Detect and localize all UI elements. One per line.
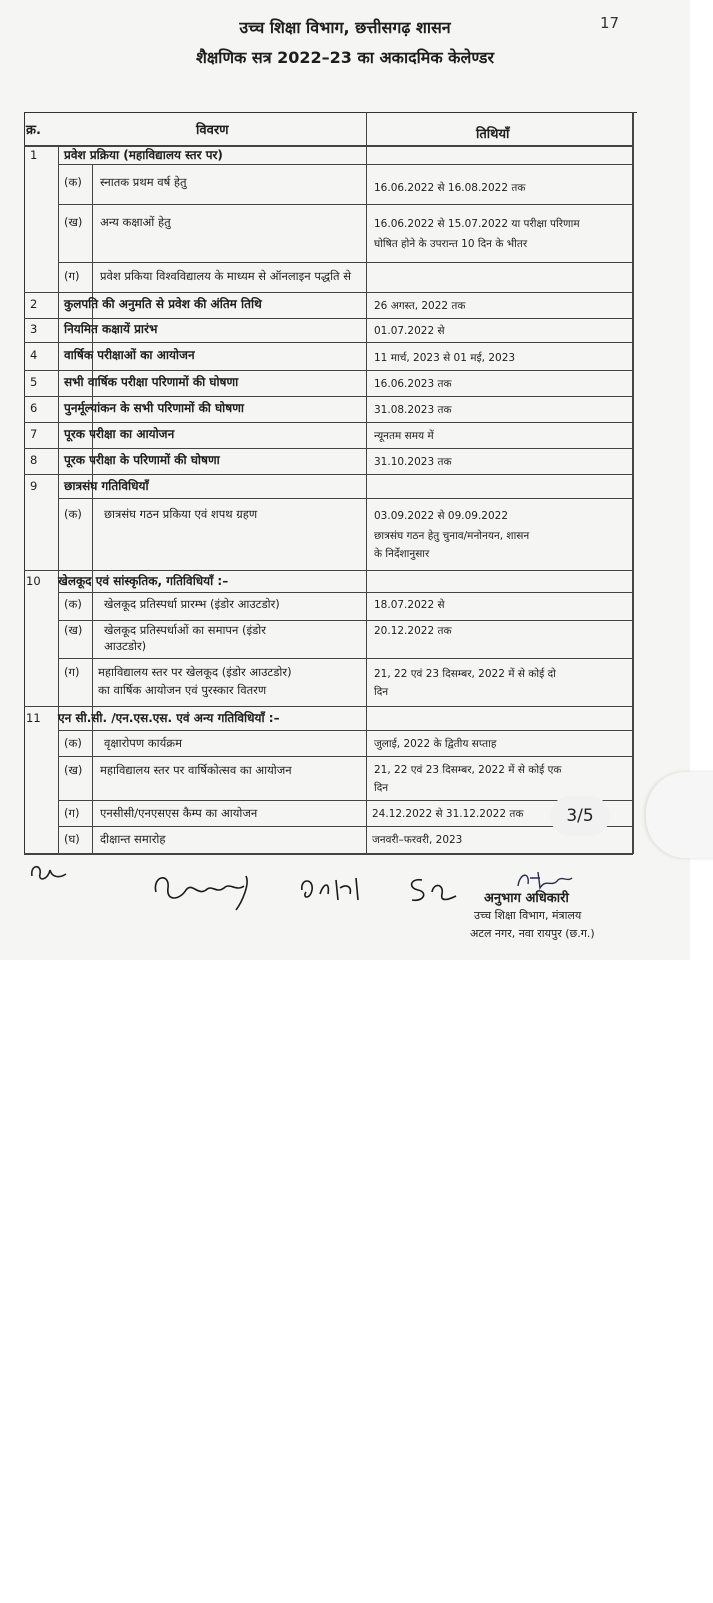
row-label: एन सी.सी. /एन.एस.एस. एवं अन्य गतिविधियाँ :–: [58, 711, 280, 725]
sub-marker: (ग): [64, 665, 80, 679]
sub-marker: (घ): [64, 832, 80, 846]
row-label: प्रवेश प्रकिया विश्वविद्यालय के माध्यम से ऑनलाइन पद्धति से: [100, 269, 352, 283]
signature-1: [150, 866, 260, 916]
row-date: 16.06.2023 तक: [374, 378, 452, 390]
sub-marker: (क): [64, 736, 82, 750]
row-date-cont: दिन: [374, 686, 389, 698]
row-date: 16.06.2022 से 15.07.2022 या परीक्षा परिणाम: [374, 218, 580, 230]
col-divider: [58, 145, 59, 854]
row-label: नियमित कक्षायें प्रारंभ: [64, 322, 158, 336]
row-label: एनसीसी/एनएसएस कैम्प का आयोजन: [100, 806, 258, 820]
row-label: छात्रसंघ गठन प्रकिया एवं शपथ ग्रहण: [104, 507, 258, 521]
row-label: पुनर्मूल्यांकन के सभी परिणामों की घोषणा: [64, 401, 244, 415]
row-rule: [58, 730, 632, 731]
row-rule: [58, 262, 632, 263]
row-date: 20.12.2022 तक: [374, 625, 452, 637]
row-rule: [24, 474, 632, 475]
col-header-dates: तिथियाँ: [476, 127, 510, 142]
row-label: खेलकूद प्रतिस्पर्धाओं का समापन (इंडोर: [104, 623, 266, 637]
row-rule: [24, 342, 632, 343]
row-label-cont: आउटडोर): [104, 639, 147, 653]
row-label: पूरक परीक्षा के परिणामों की घोषणा: [64, 453, 220, 467]
row-label: दीक्षान्त समारोह: [100, 832, 166, 846]
row-date: 26 अगस्त, 2022 तक: [374, 300, 466, 312]
row-date: 01.07.2022 से: [374, 325, 445, 337]
row-number: 1: [30, 148, 38, 162]
row-label-cont: का वार्षिक आयोजन एवं पुरस्कार वितरण: [98, 683, 267, 697]
row-date: 18.07.2022 से: [374, 599, 445, 611]
sub-marker: (ख): [64, 763, 83, 777]
row-label: महाविद्यालय स्तर पर वार्षिकोत्सव का आयोजन: [100, 763, 292, 777]
row-rule: [24, 370, 632, 371]
row-number: 8: [30, 453, 38, 467]
menu-handle[interactable]: [646, 772, 713, 858]
officer-address: अटल नगर, नवा रायपुर (छ.ग.): [470, 927, 595, 940]
row-label: सभी वार्षिक परीक्षा परिणामों की घोषणा: [64, 375, 239, 389]
row-date: न्यूनतम समय में: [374, 430, 434, 442]
row-rule: [24, 318, 632, 319]
row-date: 24.12.2022 से 31.12.2022 तक: [372, 808, 524, 820]
row-date: 21, 22 एवं 23 दिसम्बर, 2022 में से कोई दो: [374, 668, 556, 680]
row-date: 31.10.2023 तक: [374, 456, 452, 468]
row-number: 2: [30, 297, 38, 311]
row-label: पूरक परीक्षा का आयोजन: [64, 427, 175, 441]
sub-marker: (ख): [64, 215, 83, 229]
officer-department: उच्च शिक्षा विभाग, मंत्रालय: [474, 909, 582, 922]
sub-marker: (ग): [64, 806, 80, 820]
row-number: 6: [30, 401, 38, 415]
sub-marker: (क): [64, 597, 82, 611]
row-rule: [58, 826, 632, 827]
row-number: 4: [30, 348, 38, 362]
row-rule: [24, 396, 632, 397]
row-label: खेलकूद प्रतिस्पर्धा प्रारम्भ (इंडोर आउटडोर): [104, 597, 280, 611]
row-date-cont: छात्रसंघ गठन हेतु चुनाव/मनोनयन, शासन: [374, 530, 530, 542]
row-number: 9: [30, 479, 38, 493]
row-number: 7: [30, 427, 38, 441]
row-rule: [24, 422, 632, 423]
row-rule: [58, 592, 632, 593]
document-title: शैक्षणिक सत्र 2022–23 का अकादमिक केलेण्डर: [195, 48, 495, 67]
row-date-cont: घोषित होने के उपरान्त 10 दिन के भीतर: [374, 238, 528, 250]
row-rule: [58, 164, 632, 165]
row-date: 16.06.2022 से 16.08.2022 तक: [374, 182, 526, 194]
row-label: छात्रसंघ गतिविधियाँ: [64, 479, 149, 493]
sub-marker: (ख): [64, 623, 83, 637]
row-rule: [24, 706, 632, 707]
bottom-border: [24, 853, 633, 855]
page-number: 17: [600, 14, 620, 32]
dates-col-divider: [366, 112, 367, 854]
row-label: स्नातक प्रथम वर्ष हेतु: [100, 175, 187, 189]
row-rule: [58, 658, 632, 659]
row-rule: [24, 292, 632, 293]
row-date: जुलाई, 2022 के द्वितीय सप्ताह: [374, 738, 497, 750]
row-label: प्रवेश प्रक्रिया (महाविद्यालय स्तर पर): [64, 148, 223, 162]
row-number: 10: [26, 574, 41, 588]
row-label: वार्षिक परीक्षाओं का आयोजन: [64, 348, 195, 362]
col-header-sno: क्र.: [26, 123, 41, 138]
row-rule: [58, 498, 632, 499]
sub-marker: (ग): [64, 269, 80, 283]
signature-3: [404, 872, 464, 906]
row-label: खेलकूद एवं सांस्कृतिक, गतिविधियाँ :–: [58, 574, 229, 588]
row-number: 5: [30, 375, 38, 389]
row-rule: [58, 620, 632, 621]
row-rule: [58, 756, 632, 757]
row-label: वृक्षारोपण कार्यक्रम: [104, 736, 182, 750]
sub-marker: (क): [64, 507, 82, 521]
row-date: 31.08.2023 तक: [374, 404, 452, 416]
row-rule: [24, 448, 632, 449]
row-number: 3: [30, 322, 38, 336]
right-border: [632, 112, 634, 854]
row-date: 21, 22 एवं 23 दिसम्बर, 2022 में से कोई एक: [374, 764, 562, 776]
sub-marker: (क): [64, 175, 82, 189]
row-date: जनवरी–फरवरी, 2023: [372, 834, 463, 846]
row-rule: [24, 570, 632, 571]
row-label: कुलपति की अनुमति से प्रवेश की अंतिम तिथि: [64, 297, 262, 311]
initials-signature: [26, 856, 76, 886]
row-date: 03.09.2022 से 09.09.2022: [374, 510, 509, 522]
row-date-cont: दिन: [374, 782, 389, 794]
row-date: 11 मार्च, 2023 से 01 मई, 2023: [374, 352, 516, 364]
row-rule: [58, 204, 632, 205]
row-label: महाविद्यालय स्तर पर खेलकूद (इंडोर आउटडोर): [98, 665, 292, 679]
page-indicator: 3/5: [550, 796, 610, 836]
row-date-cont: के निर्देशानुसार: [374, 548, 430, 560]
row-label: अन्य कक्षाओं हेतु: [100, 215, 171, 229]
row-number: 11: [26, 711, 41, 725]
row-rule: [58, 800, 632, 801]
subcol-divider: [92, 164, 93, 854]
col-header-detail: विवरण: [196, 123, 229, 138]
department-heading: उच्च शिक्षा विभाग, छत्तीसगढ़ शासन: [239, 18, 451, 37]
signature-2: [296, 872, 376, 908]
officer-designation: अनुभाग अधिकारी: [484, 891, 569, 906]
